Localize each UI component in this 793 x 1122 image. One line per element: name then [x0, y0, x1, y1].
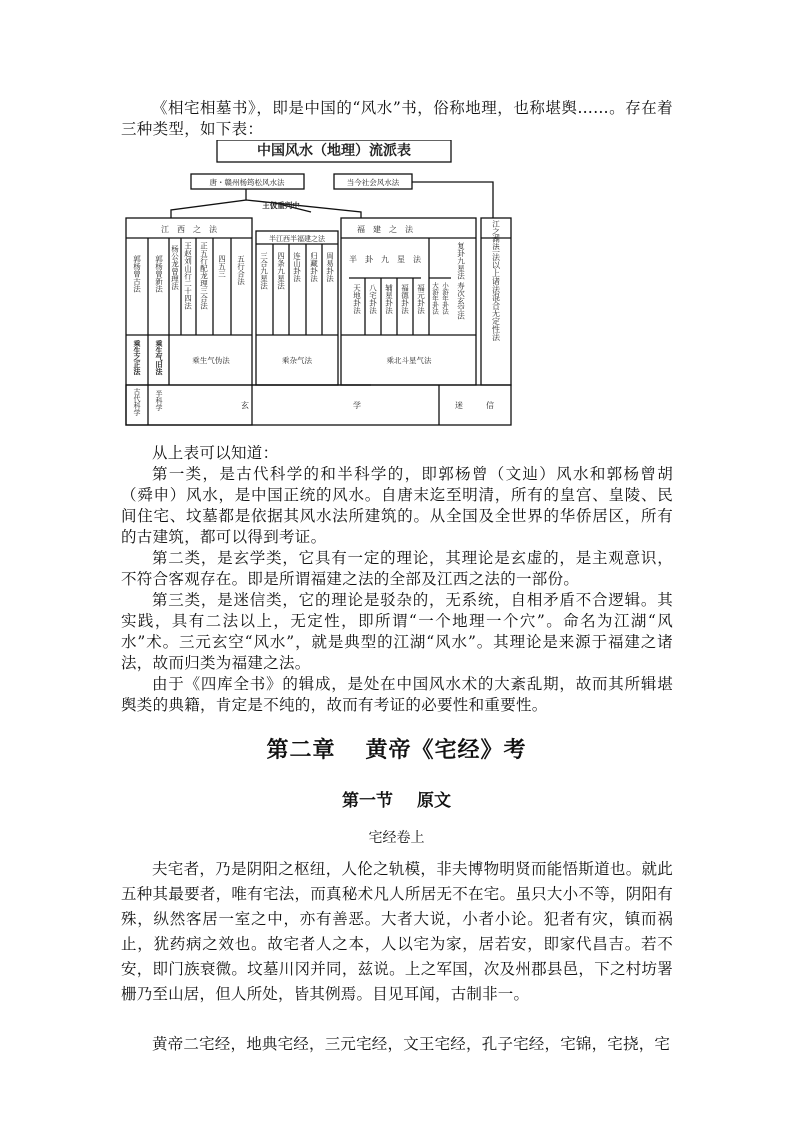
fujian-header: 福 建 之 法: [357, 225, 413, 234]
section-heading: [0, 786, 793, 811]
bottom-xin: 信: [486, 401, 494, 410]
fujian-extra-bottom: 寿次玄空法: [456, 282, 466, 320]
jiangxi-bottom-mid: 乘生气旧法: [155, 340, 163, 375]
half-col-4: 归藏卦法: [309, 252, 319, 282]
half-col-5: 周易卦法: [325, 252, 335, 282]
half-col-2: 四条九星法: [276, 252, 286, 290]
fujian-extra-top: 复卦九星法: [456, 242, 466, 280]
paragraph-1: 从上表可以知道：: [152, 444, 279, 462]
half-header: 半江西半福建之法: [269, 235, 325, 243]
half-col-1: 三合九星法: [259, 252, 269, 290]
jiangxi-col-3: 杨公龙曾理法: [170, 245, 180, 290]
bottom-xuan: 玄: [241, 401, 249, 410]
bottom-mi: 迷: [455, 401, 463, 410]
jiangxi-col-4: 王赵刘山行二十四法: [183, 242, 193, 310]
paragraph-5: 由于《四库全书》的辑成，是处在中国风水术的大紊乱期，故而其所辑堪舆类的典籍，肯定是不纯的，故而有考证的必要性和重要性。: [121, 675, 673, 714]
fujian-col-5: 福元卦法: [416, 284, 426, 314]
jianghu-header: 江之湖法: [491, 220, 501, 250]
fujian-col-6: 大游年卦法: [431, 282, 439, 315]
fujian-col-3: 辅星卦法: [384, 284, 394, 314]
half-col-3: 连山卦法: [292, 252, 302, 282]
foot-half-science: 半科学: [155, 390, 163, 411]
text-paragraph-1: 夫宅者，乃是阴阳之枢纽，人伦之轨模，非夫博物明贤而能悟斯道也。就此五种其最要者，唯有宅法，而真秘术凡人所居无不在宅。虽只大小不等，阴阳有殊，纵然客居一室之中，亦有善恶。大者大说，小者小论。犯者有灾，镇而祸止，犹药病之效也。故宅者人之本，人以宅为家，居若安，即家代昌吉。若不安，即门族衰微。坟墓川冈并同，兹说。上之军国，次及州郡县邑，下之村坊署栅乃至山居，但人所处，皆其例焉。目见耳闻，古制非一。: [121, 860, 673, 1003]
fujian-col-2: 八宅卦法: [368, 284, 378, 314]
volume-subtitle: 宅经卷上: [368, 830, 425, 846]
bottom-xue: 学: [353, 401, 361, 410]
diagram-title: 中国风水（地理）流派表: [257, 143, 411, 159]
chapter-heading: [0, 733, 793, 764]
fujian-col-7: 小游年卦法: [441, 282, 449, 315]
fujian-sub: 半 卦 九 星 法: [349, 255, 421, 264]
arrow-label: 王伋重判中: [262, 201, 300, 210]
foot-ancient-science: 古代科学: [133, 388, 141, 416]
jianghu-body: 二法以上诸法混合无定性法: [491, 245, 501, 341]
top-left-label: 唐・赣州杨筠松风水法: [209, 178, 285, 187]
chapter-title: 黄帝《宅经》考: [365, 738, 527, 763]
jiangxi-header: 江 西 之 法: [161, 225, 217, 234]
section-number: 第一节: [342, 791, 393, 811]
paragraph-3: 第二类，是玄学类，它具有一定的理论，其理论是玄虚的，是主观意识，不符合客观存在。即是所谓福建之法的全部及江西之法的一部份。: [121, 549, 673, 588]
half-bottom: 乘杂气法: [282, 356, 312, 365]
jiangxi-col-2: 郭杨曾新法: [154, 255, 164, 293]
jiangxi-bottom-left: 乘生之正法: [133, 340, 141, 375]
chapter-number: 第二章: [266, 738, 336, 763]
paragraph-2: 第一类，是古代科学的和半科学的，即郭杨曾（文辿）风水和郭杨曾胡（舜申）风水，是中国正统的风水。自唐末迄至明清，所有的皇宫、皇陵、民间住宅、坟墓都是依据其风水法所建筑的。从全国及全世界的华侨居区，所有的古建筑，都可以得到考证。: [121, 465, 673, 546]
intro-paragraph: 《相宅相墓书》，即是中国的“风水”书，俗称地理，也称堪舆……。存在着三种类型，如下表：: [121, 99, 673, 138]
jiangxi-col-7: 五行合法: [236, 255, 246, 285]
top-right-label: 当今社会风水法: [346, 178, 400, 187]
fujian-col-1: 天地卦法: [352, 284, 362, 314]
jiangxi-col-6: 四五三: [217, 255, 227, 278]
fujian-bottom: 乘北斗星气法: [386, 356, 432, 365]
jiangxi-col-5: 正五行配龙理三合法: [199, 242, 209, 310]
paragraph-4: 第三类，是迷信类，它的理论是驳杂的，无系统，自相矛盾不合逻辑。其实践，具有二法以上，无定性，即所谓“一个地理一个穴”。命名为江湖“风水”术。三元玄空“风水”，就是典型的江湖“风水”。其理论是来源于福建之诸法，故而归类为福建之法。: [121, 591, 673, 672]
feng-shui-school-diagram: [121, 140, 516, 430]
fujian-col-4: 福德卦法: [400, 284, 410, 314]
jiangxi-col-1: 郭杨曾古法: [132, 255, 142, 293]
jiangxi-bottom-right: 乘生气伪法: [192, 356, 230, 365]
section-title: 原文: [417, 791, 451, 811]
text-paragraph-2: 黄帝二宅经，地典宅经，三元宅经，文王宅经，孔子宅经，宅锦，宅挠，宅: [152, 1035, 671, 1053]
